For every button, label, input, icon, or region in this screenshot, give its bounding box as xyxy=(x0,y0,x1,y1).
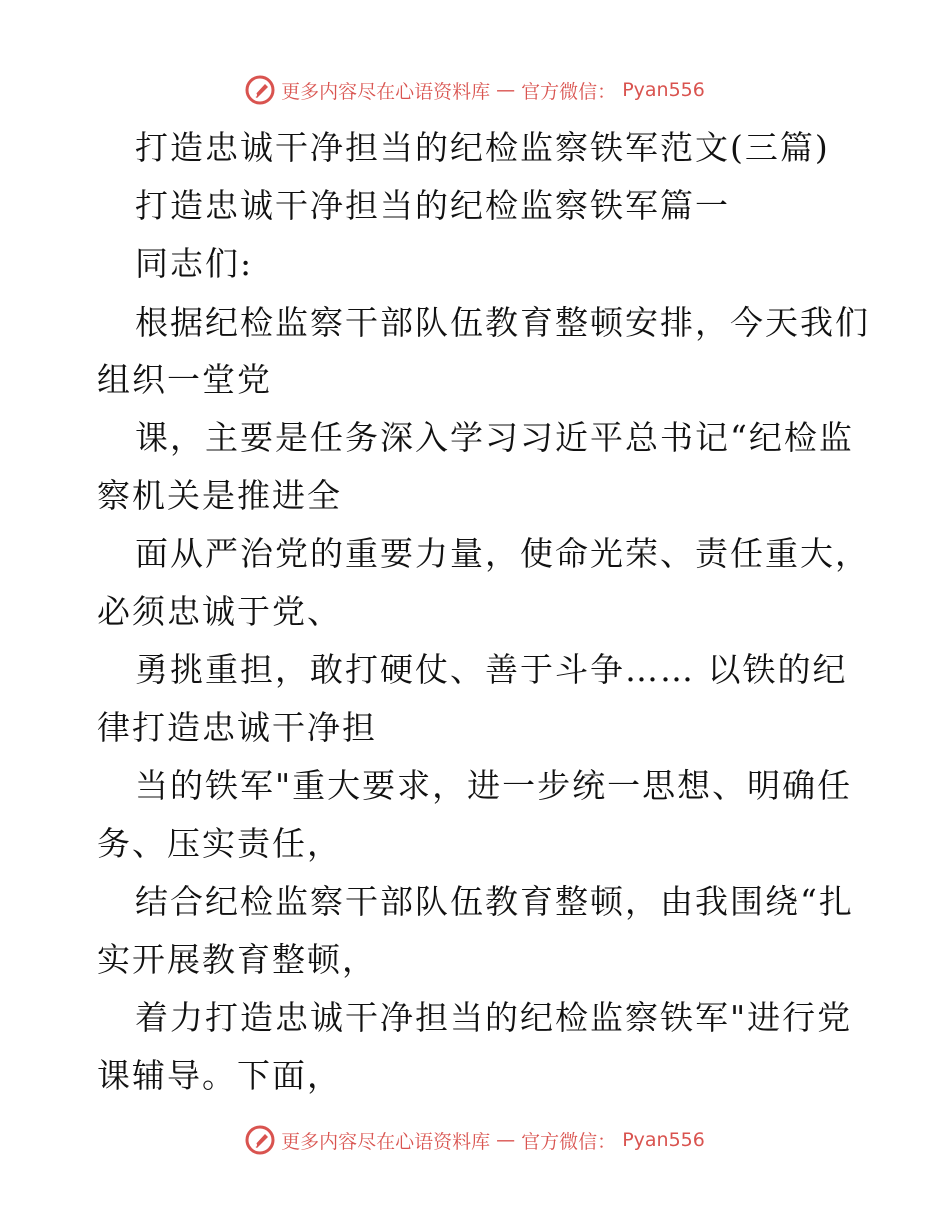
watermark-text: 更多内容尽在心语资料库 xyxy=(281,80,491,103)
paragraph-line: 当的铁军"重大要求，进一步统一思想、明确任 xyxy=(135,766,853,805)
document-title: 打造忠诚干净担当的纪检监察铁军范文(三篇) xyxy=(135,128,830,167)
footer-watermark xyxy=(0,1120,950,1160)
paragraph-line: 必须忠诚于党、 xyxy=(97,592,342,631)
paragraph-line: 面从严治党的重要力量，使命光荣、责任重大， xyxy=(135,534,870,573)
watermark-wechat-label: 官方微信： xyxy=(521,1130,617,1153)
section-title: 打造忠诚干净担当的纪检监察铁军篇一 xyxy=(135,186,730,225)
paragraph-line: 课，主要是任务深入学习习近平总书记“纪检监 xyxy=(135,418,854,457)
paragraph-line: 组织一堂党 xyxy=(97,360,272,399)
paragraph-line: 实开展教育整顿， xyxy=(97,940,377,979)
salutation: 同志们: xyxy=(135,244,254,283)
paragraph-line: 着力打造忠诚干净担当的纪检监察铁军"进行党 xyxy=(135,998,853,1037)
paragraph-line: 课辅导。下面， xyxy=(97,1056,342,1095)
pen-nib-logo-icon xyxy=(245,75,275,105)
paragraph-line: 律打造忠诚干净担 xyxy=(97,708,377,747)
watermark-wechat-id: Pyan556 xyxy=(622,1129,705,1151)
pen-nib-logo-icon xyxy=(245,1125,275,1155)
watermark-text: 更多内容尽在心语资料库 xyxy=(281,1130,491,1153)
header-watermark xyxy=(0,70,950,110)
watermark-wechat-label: 官方微信： xyxy=(521,80,617,103)
paragraph-line: 察机关是推进全 xyxy=(97,476,342,515)
watermark-separator: — xyxy=(496,79,516,101)
paragraph-line: 勇挑重担，敢打硬仗、善于斗争…… 以铁的纪 xyxy=(135,650,848,689)
paragraph-line: 结合纪检监察干部队伍教育整顿，由我围绕“扎 xyxy=(135,882,854,921)
watermark-separator: — xyxy=(496,1129,516,1151)
paragraph-line: 务、压实责任， xyxy=(97,824,342,863)
paragraph-line: 根据纪检监察干部队伍教育整顿安排，今天我们 xyxy=(135,303,870,342)
watermark-wechat-id: Pyan556 xyxy=(622,79,705,101)
